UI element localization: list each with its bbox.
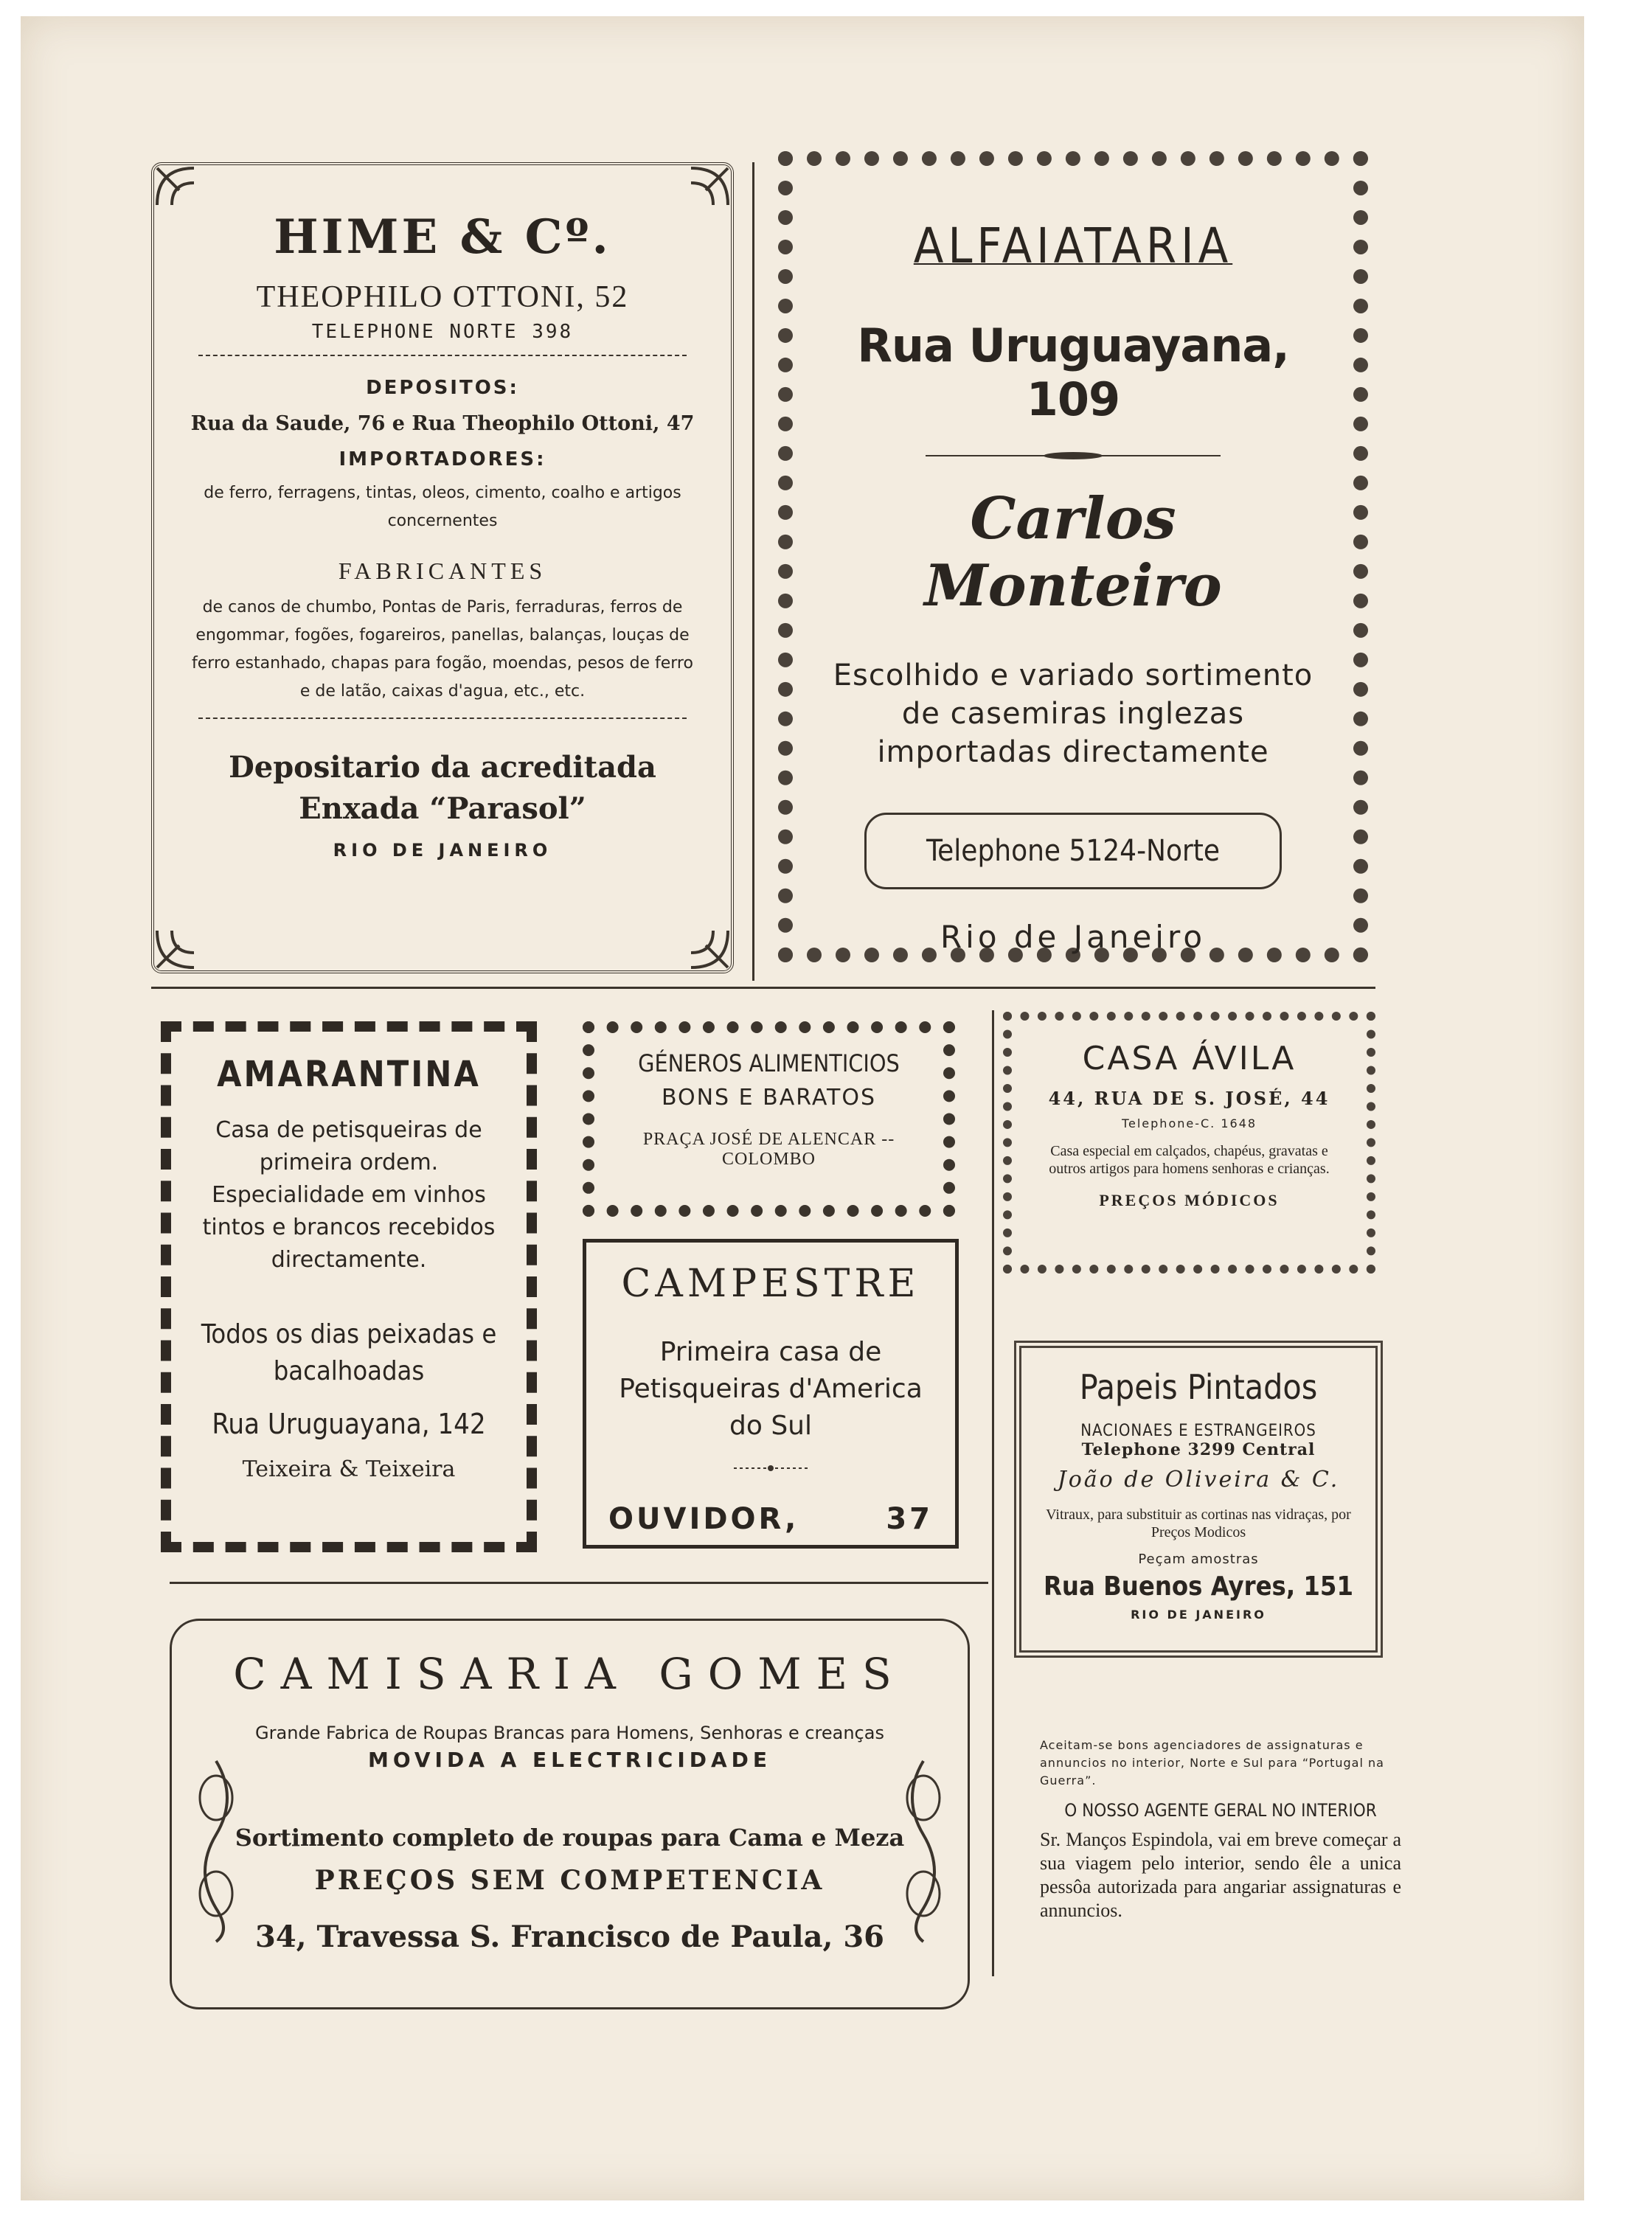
section-heading: DEPOSITOS: xyxy=(366,377,519,399)
ad-description: Grande Fabrica de Roupas Brancas para Homens, Senhoras e creanças xyxy=(255,1723,884,1743)
ad-description: Primeira casa de Petisqueiras d'America do Sul xyxy=(619,1337,923,1441)
ad-feature: MOVIDA A ELECTRICIDADE xyxy=(367,1748,772,1772)
ad-title: CASA ÁVILA xyxy=(1082,1040,1297,1077)
column-divider-top xyxy=(752,162,754,981)
flourish-divider-icon xyxy=(926,448,1221,463)
ad-price: PREÇOS MÓDICOS xyxy=(1099,1191,1280,1209)
ad-address xyxy=(601,1502,940,1536)
ad-proprietor: Carlos Monteiro xyxy=(924,485,1222,619)
ad-street: OUVIDOR, xyxy=(608,1502,799,1536)
ad-generos xyxy=(583,1021,955,1217)
section-divider-middle xyxy=(151,987,1375,989)
flourish-divider-icon xyxy=(726,1464,815,1473)
ad-campestre xyxy=(583,1239,959,1549)
section-heading: IMPORTADORES: xyxy=(339,448,546,470)
ad-title: GÉNEROS ALIMENTICIOS xyxy=(638,1049,900,1077)
ad-hime xyxy=(151,162,734,973)
ad-address: 34, Travessa S. Francisco de Paula, 36 xyxy=(254,1919,885,1954)
ad-amarantina xyxy=(161,1021,537,1552)
column-divider-lower xyxy=(992,1010,994,1976)
ad-subtitle: BONS E BARATOS xyxy=(661,1085,877,1111)
ad-papeis-pintados xyxy=(1014,1341,1383,1658)
ad-phone: TELEPHONE NORTE 398 xyxy=(311,321,574,343)
ad-city: RIO DE JANEIRO xyxy=(1131,1608,1266,1622)
ad-address: Rua Uruguayana, 109 xyxy=(857,319,1289,426)
ad-specialty: Todos os dias peixadas e bacalhoadas xyxy=(201,1319,497,1386)
ad-title: Papeis Pintados xyxy=(1079,1367,1318,1407)
section-text: de ferro, ferragens, tintas, oleos, cimento, coalho e artigos concernentes xyxy=(204,484,681,530)
corner-ornament-icon xyxy=(647,886,735,975)
ad-title: CAMISARIA GOMES xyxy=(233,1649,906,1699)
ad-camisaria-gomes xyxy=(170,1619,970,2009)
ad-price: PREÇOS SEM COMPETENCIA xyxy=(314,1865,825,1896)
floral-ornament-icon xyxy=(187,1754,246,1945)
ad-city: Rio de Janeiro xyxy=(940,919,1207,955)
section-text: Rua da Saude, 76 e Rua Theophilo Ottoni, 47 xyxy=(190,412,695,435)
ad-title: ALFAIATARIA xyxy=(913,218,1233,274)
divider xyxy=(198,718,687,719)
divider xyxy=(198,355,687,356)
ad-note: Peçam amostras xyxy=(1138,1552,1259,1567)
ad-description: Casa de petisqueiras de primeira ordem. Especialidade em vinhos tintos e brancos recebidos directamente. xyxy=(202,1117,496,1273)
floral-ornament-icon xyxy=(894,1754,953,1945)
ad-address: 44, RUA DE S. JOSÉ, 44 xyxy=(1048,1088,1330,1109)
corner-ornament-icon xyxy=(150,161,238,249)
ad-title: AMARANTINA xyxy=(217,1054,481,1095)
ad-phone: Telephone 3299 Central xyxy=(1081,1440,1316,1459)
notice-text: Aceitam-se bons agenciadores de assignaturas e annuncios no interior, Norte e Sul para “Portugal na Guerra”. xyxy=(1040,1738,1384,1787)
ad-phone: Telephone-C. 1648 xyxy=(1121,1116,1257,1130)
ad-alfaiataria xyxy=(778,151,1368,962)
corner-ornament-icon xyxy=(647,161,735,249)
ad-address: Rua Buenos Ayres, 151 xyxy=(1043,1571,1353,1602)
ad-description: Escolhido e variado sortimento de casemiras inglezas importadas directamente xyxy=(833,659,1313,769)
ad-casa-avila xyxy=(1003,1012,1375,1274)
ad-signature: Teixeira & Teixeira xyxy=(242,1456,456,1482)
ad-subtitle: NACIONAES E ESTRANGEIROS xyxy=(1080,1422,1316,1440)
ad-description: Casa especial em calçados, chapéus, gravatas e outros artigos para homens senhoras e crianças. xyxy=(1049,1143,1330,1177)
section-divider-lower xyxy=(170,1582,988,1584)
ad-proprietor: João de Oliveira & C. xyxy=(1057,1467,1340,1493)
ad-description: Vitraux, para substituir as cortinas nas vidraças, por Preços Modicos xyxy=(1046,1507,1351,1540)
ad-phone: Telephone 5124-Norte xyxy=(864,813,1282,889)
section-text: de canos de chumbo, Pontas de Paris, ferraduras, ferros de engommar, fogões, fogareiros, panellas, balanças, louças de ferro estanhado, chapas para fogão, moendas, pesos de ferro e de latão, caixas d'agua, etc., etc. xyxy=(192,598,693,701)
notice-agent xyxy=(1040,1737,1401,1922)
notice-body: Sr. Manços Espindola, vai em breve começar a sua viagem pelo interior, sendo êle a unica pessôa autorizada para angariar assignaturas e annuncios. xyxy=(1040,1829,1401,1921)
ad-assortment: Sortimento completo de roupas para Cama e Meza xyxy=(235,1824,905,1852)
ad-title: HIME & Cº. xyxy=(274,209,611,265)
ad-slogan: Depositario da acreditada Enxada “Parasol” xyxy=(229,750,656,826)
ad-address: THEOPHILO OTTONI, 52 xyxy=(256,280,629,314)
corner-ornament-icon xyxy=(150,886,238,975)
ad-title: CAMPESTRE xyxy=(621,1262,920,1306)
section-heading: FABRICANTES xyxy=(338,557,547,584)
ad-address: Rua Uruguayana, 142 xyxy=(212,1408,486,1440)
ad-number: 37 xyxy=(886,1502,933,1536)
ad-city: RIO DE JANEIRO xyxy=(333,840,552,861)
notice-heading: O NOSSO AGENTE GERAL NO INTERIOR xyxy=(1064,1800,1377,1821)
ad-address: PRAÇA JOSÉ DE ALENCAR -- COLOMBO xyxy=(642,1130,895,1169)
